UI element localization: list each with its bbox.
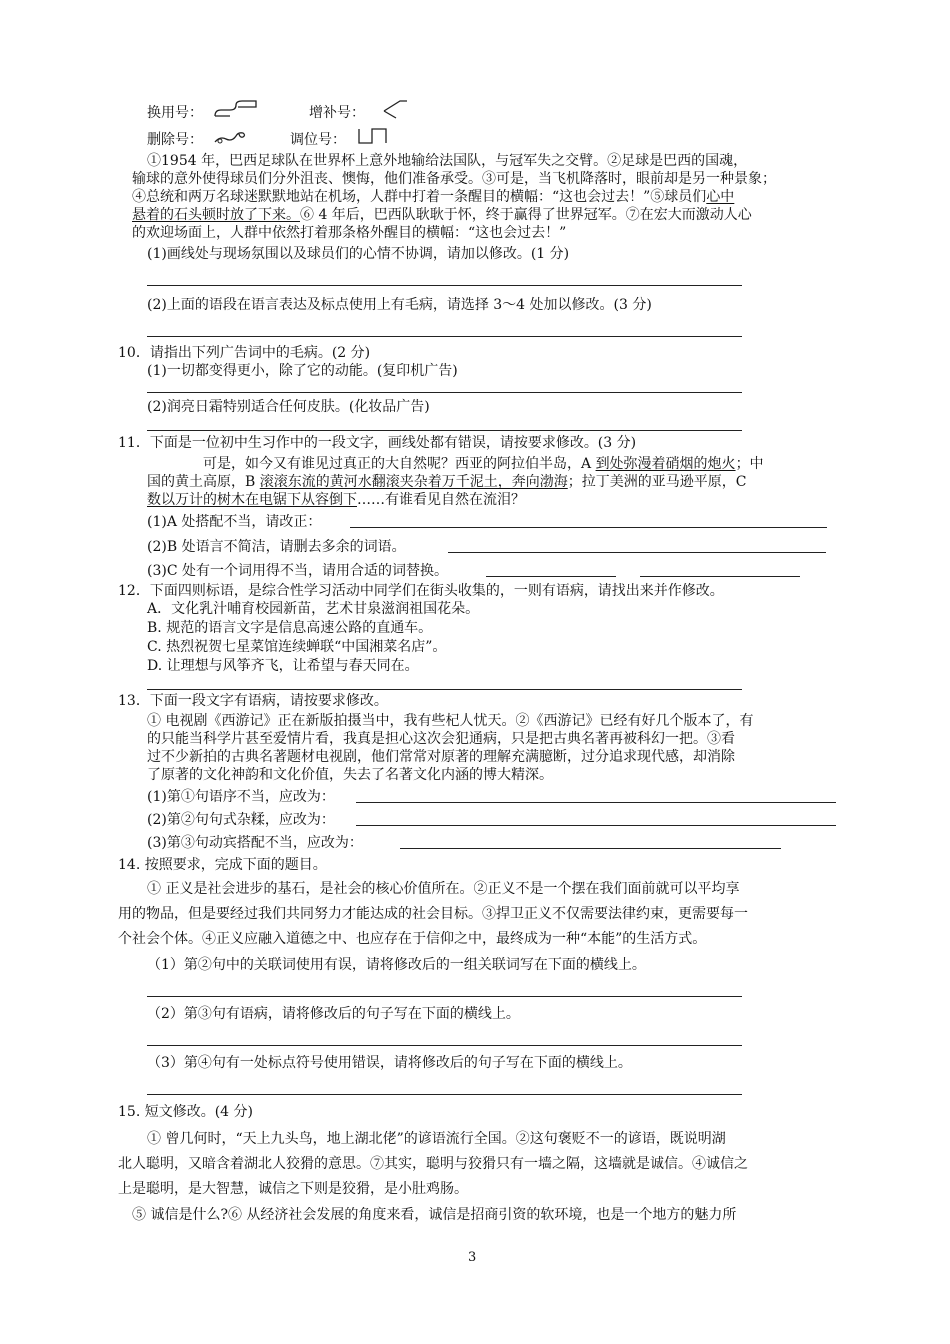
q11-passage-line-2: [147, 473, 746, 491]
q12-option-c: C. 热烈祝贺七星菜馆连续蝉联“中国湘菜名店”。: [147, 639, 447, 655]
q9-subquestion-1: (1)画线处与现场氛围以及球员们的心情不协调，请加以修改。(1 分): [147, 246, 570, 262]
add-mark-icon: [380, 97, 410, 119]
q10-heading: 10．请指出下列广告词中的毛病。(2 分): [118, 345, 371, 361]
q15-passage-line-4: ⑤ 诚信是什么?⑥ 从经济社会发展的角度来看，诚信是招商引资的软环境，也是一个地方的魅力所: [132, 1207, 737, 1223]
q11-passage-line-1b: ；中: [735, 456, 764, 472]
q9-answer-line-1[interactable]: [147, 285, 742, 286]
q12-answer-line[interactable]: [147, 689, 742, 690]
q10-subquestion-1: (1)一切都变得更小，除了它的动能。(复印机广告): [147, 363, 458, 379]
q11-heading: 11．下面是一位初中生习作中的一段文字，画线处都有错误，请按要求修改。(3 分): [118, 435, 637, 451]
q11-underlined-b: 滚滚东流的黄河水翻滚夹杂着万千泥土，奔向渤海: [259, 474, 568, 490]
q11-passage-line-1: [203, 455, 764, 473]
q9-passage-line-1: ①1954 年，巴西足球队在世界杯上意外地输给法国队，与冠军失之交臂。②足球是巴西的国魂，: [147, 153, 748, 169]
page-number: 3: [468, 1250, 477, 1265]
q14-heading: 14. 按照要求，完成下面的题目。: [118, 857, 327, 873]
q11-subquestion-3: (3)C 处有一个词用得不当，请用合适的词替换。: [147, 563, 448, 579]
swap-mark-icon: [212, 98, 260, 120]
q11-passage-line-3: [147, 491, 525, 509]
q14-passage-line-2: 用的物品，但是要经过我们共同努力才能达成的社会目标。③捍卫正义不仅需要法律约束，更需要每一: [118, 906, 748, 922]
q11-underlined-a: 到处弥漫着硝烟的炮火: [595, 456, 736, 472]
q14-subquestion-1: （1）第②句中的关联词使用有误，请将修改后的一组关联词写在下面的横线上。: [147, 957, 646, 973]
q13-heading: 13．下面一段文字有语病，请按要求修改。: [118, 693, 388, 709]
q14-answer-line-3[interactable]: [147, 1094, 742, 1095]
q11-answer-line-3b[interactable]: [640, 576, 800, 577]
q9-passage-line-2: 输球的意外使得球员们分外沮丧、懊悔，他们准备承受。③可是，当飞机降落时，眼前却是另一种景象；: [132, 171, 776, 187]
q10-answer-line-2[interactable]: [147, 430, 742, 431]
q15-passage-line-2: 北人聪明，又暗含着湖北人狡猾的意思。⑦其实，聪明与狡猾只有一墙之隔，这墙就是诚信。④诚信之: [118, 1156, 748, 1172]
q13-subquestion-1: (1)第①句语序不当，应改为：: [147, 789, 335, 805]
q11-subquestion-2: (2)B 处语言不简洁，请删去多余的词语。: [147, 539, 406, 555]
q11-subquestion-1: (1)A 处搭配不当，请改正：: [147, 514, 322, 530]
move-mark-icon: [356, 125, 390, 147]
q14-subquestion-3: （3）第④句有一处标点符号使用错误，请将修改后的句子写在下面的横线上。: [147, 1055, 632, 1071]
q11-passage-line-1a: 可是，如今又有谁见过真正的大自然呢？西亚的阿拉伯半岛，A: [203, 456, 596, 472]
q12-option-b: B. 规范的语言文字是信息高速公路的直通车。: [147, 620, 433, 636]
q9-underlined-1: 心中: [706, 189, 735, 205]
q12-heading: 12．下面四则标语，是综合性学习活动中同学们在街头收集的，一则有语病，请找出来并作修改。: [118, 583, 724, 599]
q11-underlined-c: 数以万计的树木在电锯下从容倒下: [147, 492, 357, 508]
q10-answer-line-1[interactable]: [147, 392, 742, 393]
q9-answer-line-2[interactable]: [147, 336, 742, 337]
q9-passage-line-3: [132, 188, 734, 206]
q14-subquestion-2: （2）第③句有语病，请将修改后的句子写在下面的横线上。: [147, 1006, 520, 1022]
move-mark-label: 调位号：: [290, 132, 346, 148]
delete-mark-icon: [212, 125, 252, 147]
delete-mark-label: 删除号：: [147, 132, 203, 148]
q9-passage-line-4-text: ⑥ 4 年后，巴西队耿耿于怀，终于赢得了世界冠军。⑦在宏大而激动人心: [300, 207, 752, 223]
q11-passage-line-2a: 国的黄土高原，B: [147, 474, 260, 490]
q14-answer-line-2[interactable]: [147, 1045, 742, 1046]
q12-option-a: A．文化乳汁哺育校园新苗，艺术甘泉滋润祖国花朵。: [147, 601, 480, 617]
q15-heading: 15. 短文修改。(4 分): [118, 1104, 253, 1120]
q13-passage-line-1: ① 电视剧《西游记》正在新版拍摄当中，我有些杞人忧天。②《西游记》已经有好几个版本了，有: [147, 713, 754, 729]
q13-subquestion-2: (2)第②句句式杂糅，应改为：: [147, 812, 335, 828]
q13-subquestion-3: (3)第③句动宾搭配不当，应改为：: [147, 835, 363, 851]
q15-passage-line-3: 上是聪明，是大智慧，诚信之下则是狡猾，是小肚鸡肠。: [118, 1181, 468, 1197]
q13-answer-line-3[interactable]: [400, 848, 781, 849]
q13-passage-line-3: 过不少新拍的古典名著题材电视剧，他们常常对原著的理解充满臆断，过分追求现代感，却消除: [147, 749, 735, 765]
q12-option-d: D. 让理想与风筝齐飞，让希望与春天同在。: [147, 658, 419, 674]
add-mark-label: 增补号：: [309, 105, 365, 121]
q11-answer-line-2[interactable]: [448, 552, 826, 553]
q11-answer-line-3a[interactable]: [486, 576, 616, 577]
q15-passage-line-1: ① 曾几何时，“天上九头鸟，地上湖北佬”的谚语流行全国。②这句褒贬不一的谚语，既说明湖: [147, 1131, 726, 1147]
q9-subquestion-2: (2)上面的语段在语言表达及标点使用上有毛病，请选择 3～4 处加以修改。(3 分): [147, 297, 652, 313]
q11-passage-line-3b: ……有谁看见自然在流泪？: [357, 492, 525, 508]
q9-passage-line-5: 的欢迎场面上，人群中依然打着那条格外醒目的横幅：“这也会过去！”: [132, 225, 567, 241]
q11-passage-line-2b: ；拉丁美洲的亚马逊平原，C: [567, 474, 747, 490]
q13-answer-line-1[interactable]: [356, 802, 836, 803]
q9-underlined-2: 悬着的石头顿时放了下来。: [132, 207, 300, 223]
swap-mark-label: 换用号：: [147, 105, 203, 121]
q9-passage-line-3-text: ④总统和两万名球迷默默地站在机场，人群中打着一条醒目的横幅：“这也会过去！”⑤球员们: [132, 189, 707, 205]
q13-passage-line-4: 了原著的文化神韵和文化价值，失去了名著文化内涵的博大精深。: [147, 767, 553, 783]
q14-passage-line-1: ① 正义是社会进步的基石，是社会的核心价值所在。②正义不是一个摆在我们面前就可以平均享: [147, 881, 740, 897]
q13-answer-line-2[interactable]: [356, 825, 836, 826]
q14-answer-line-1[interactable]: [147, 996, 742, 997]
q14-passage-line-3: 个社会个体。④正义应融入道德之中、也应存在于信仰之中，最终成为一种“本能”的生活方式。: [118, 931, 707, 947]
q11-answer-line-1[interactable]: [350, 527, 827, 528]
q10-subquestion-2: (2)润亮日霜特别适合任何皮肤。(化妆品广告): [147, 399, 430, 415]
q13-passage-line-2: 的只能当科学片甚至爱情片看，我真是担心这次会犯通病，只是把古典名著再被科幻一把。③看: [147, 731, 735, 747]
q9-passage-line-4: [132, 206, 752, 224]
